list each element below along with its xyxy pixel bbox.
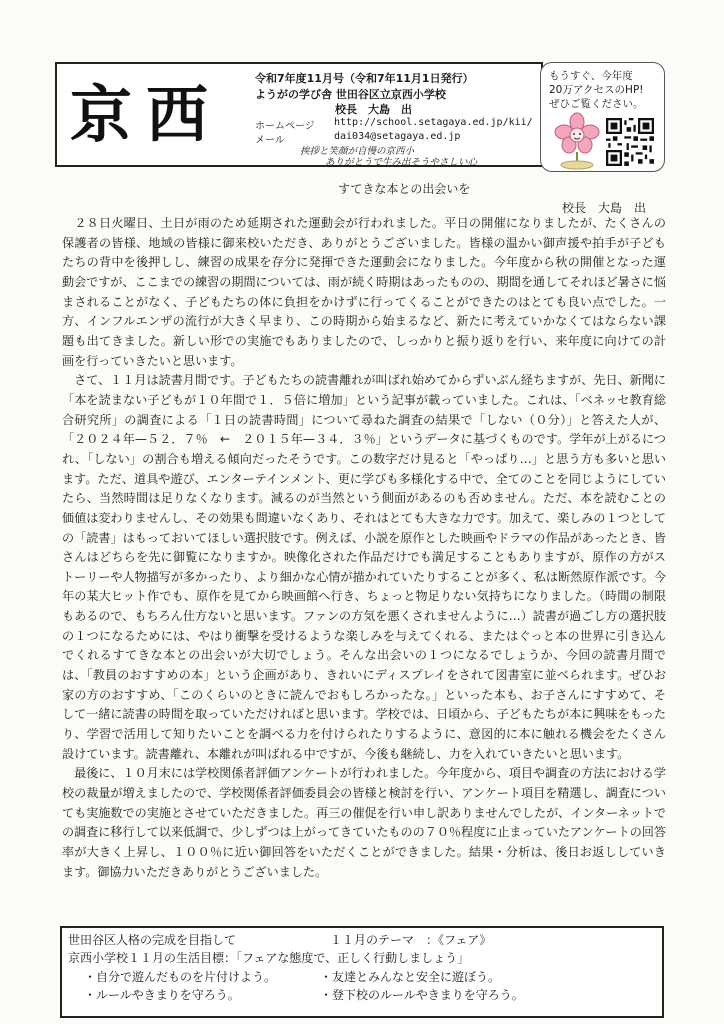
homepage-link[interactable]: http://school.setagaya.ed.jp/kii/ [334,117,533,128]
life-goal-item: ・登下校のルールやきまりを守ろう。 [320,988,524,1002]
mascot-flower-icon [552,112,602,170]
newsletter-logo: 京西 [70,78,223,151]
life-goal: 京西小学校１１月の生活目標：「フェアな態度で、正しく行動しましょう」 [68,951,470,965]
article-title: すてきな本との出会いを [338,182,471,196]
mail-label: メール [255,135,285,146]
school-name: ようがの学び舎 世田谷区立京西小学校 [255,88,446,101]
life-goal-item: ・友達とみんなと安全に遊ぼう。 [320,970,501,984]
qr-code-icon[interactable] [606,118,654,166]
homepage-label: ホームページ [255,121,315,132]
promo-line-2: 20万アクセスのHP! [549,84,644,96]
mail-link[interactable]: dai034@setagaya.ed.jp [334,131,461,142]
life-goal-item: ・自分で遊んだものを片付けよう。 [84,970,277,984]
promo-line-3: ぜひご覧ください。 [549,98,644,110]
principal-name: 校長 大島 出 [335,103,412,116]
issue-info: 令和7年度11月号（令和7年11月1日発行） [255,72,474,85]
promo-line-1: もうすぐ、今年度 [549,70,633,82]
school-motto-2: ありがとうで生み出そうやさしい心 [325,157,478,168]
school-motto-1: 挨拶と笑顔が自慢の京西小 [300,146,415,157]
district-goal: 世田谷区人格の完成を目指して [68,933,237,947]
article-body: ２８日火曜日、土日が雨のため延期された運動会が行われました。平日の開催になりましたが、たくさんの保護者の皆様、地域の皆様に御来校いただき、ありがとうございました。皆様の温かい御声援や拍手が子どもたちの背中を後押しし、練習の成果を存分に発揮できた運動会になりました。今年度から秋の開催となった運動会ですが、ここまでの練習の期間については、雨が続く時期はあったものの、期間を通してそれほど暑さに悩まされることがなく、子どもたちの体に負担をかけずに行ってくることができたのはとても良い点でした。一方、インフルエンザの流行が大きく早まり、この時期から始まるなど、新たに考えていかなくてはならない課題も出てきました。新しい形での実施でもありましたので、しっかりと振り返りを行い、来年度に向けての計画を行っていきたいと思います。 さて、１１月は読書月間です。子どもたちの読書離れが叫ばれ始めてからずいぶん経ちますが、先日、新聞に「本を読まない子どもが１０年間で１．５倍に増加」という記事が載っていました。これは、「ベネッセ教育総合研究所」の調査による「１日の読書時間」について尋ねた調査の結果で「しない（０分）」と答えた人が、「２０２４年—５２．７％ ← ２０１５年—３４．３％」というデータに基づくものです。学年が上がるにつれ、「しない」の割合も増える傾向だったそうです。この数字だけ見ると「やっぱり…」と思う方も多いと思います。ただ、道具や遊び、エンターテインメント、更に学びも多様化する中で、全てのことを同じようにしていたら、当然時間は足りなくなります。減るのが当然という側面があるのも否めません。ただ、本を読むことの価値は変わりませんし、その効果も間違いなくあり、それはとても大きな力です。加えて、楽しみの１つとしての「読書」はもっておいてほしい選択肢です。例えば、小説を原作とした映画やドラマの作品があったとき、皆さんはどちらを先に御覧になりますか。映像化された作品だけでも満足することもありますが、原作の方がストーリーや人物描写が多かったり、より細かな心情が描かれていたりすることが多く、私は断然原作派です。今年の某大ヒット作でも、原作を見てから映画館へ行き、ちょっと物足りない気持ちになりました。（時間の制限もあるので、もちろん仕方ないと思います。ファンの方気を悪くされませんように…）読書が過ごし方の選択肢の１つになるためには、やはり衝撃を受けるような楽しみを与えてくれる、またはぐっと本の世界に引き込んでくれるすてきな本との出会いが大切でしょう。そんな出会いの１つになるでしょうか、今回の読書月間では、「教員のおすすめの本」という企画があり、きれいにディスプレイをされて図書室に並べられます。ぜひお家の方のおすすめ、「このくらいのときに読んでおもしろかったな。」といった本も、お子さんにすすめて、そして一緒に読書の時間を取っていただければと思います。学校では、日頃から、子どもたちが本に興味をもったり、学習で活用して知りたいことを調べる力を付けられたりするように、意図的に本に触れる機会をたくさん設けています。読書離れ、本離れが叫ばれる中ですが、今後も継続し、力を入れていきたいと思います。 最後に、１０月末には学校関係者評価アンケートが行われました。今年度から、項目や調査の方法における学校の裁量が増えましたので、学校関係者評価委員会の皆様と検討を行い、アンケート項目を精選し、調査についても実施数での実施とさせていただきました。再三の催促を行い申し訳ありませんでしたが、インターネットでの調査に移行して以来低調で、少しずつは上がってきていたものの７０％程度に止まっていたアンケートの回答率が大きく上昇し、１００％に近い御回答をいただくことができました。結果・分析は、後日お返ししていきます。御協力いただきありがとうございました。 [62,216,666,879]
article-author: 校長 大島 出 [562,201,647,215]
life-goal-item: ・ルールやきまりを守ろう。 [84,988,240,1002]
monthly-theme: １１月のテーマ ：《フェア》 [330,933,492,947]
